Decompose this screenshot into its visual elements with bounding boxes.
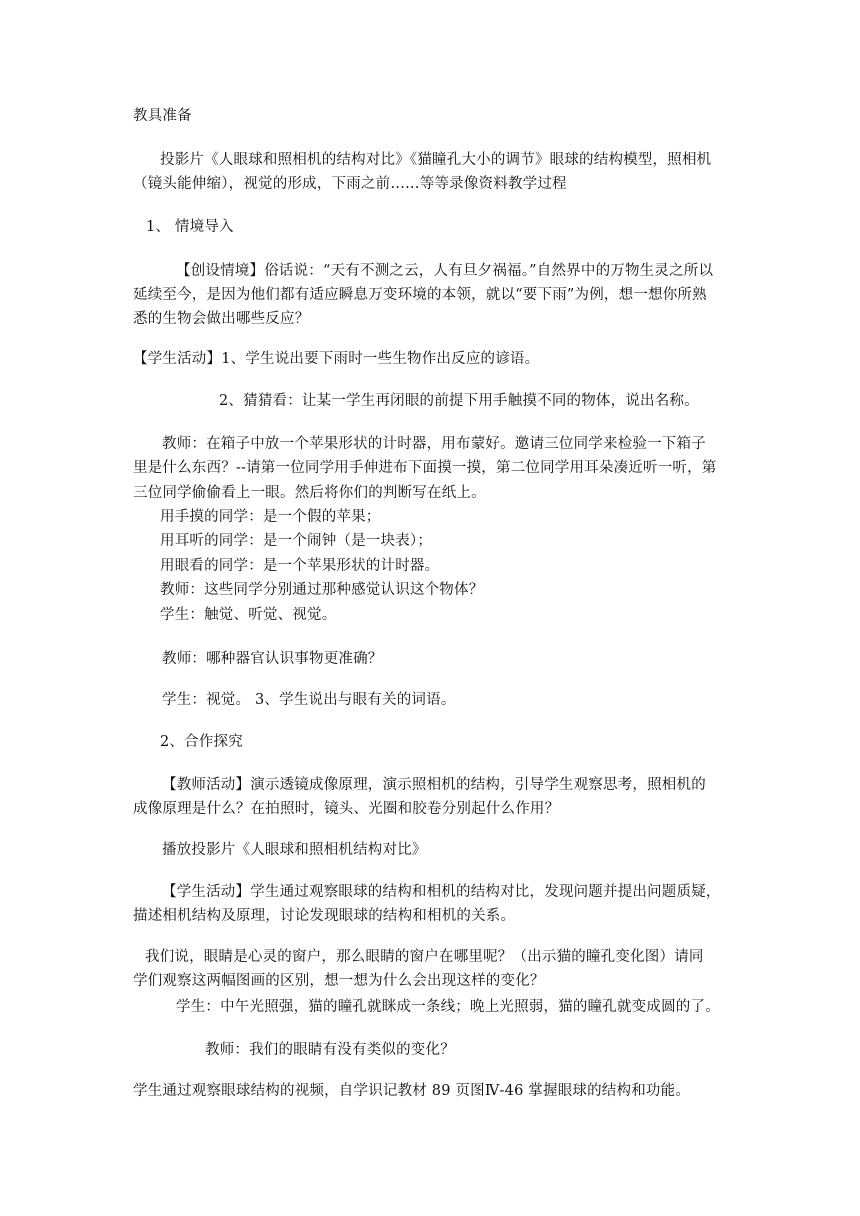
paragraph-materials-line-2: （镜头能伸缩），视觉的形成，下雨之前……等等录像资料教学过程	[133, 176, 567, 192]
answer-sight: 用眼看的同学：是一个苹果形状的计时器。	[160, 558, 440, 574]
paragraph-materials-line-1: 投影片《人眼球和照相机的结构对比》《猫瞳孔大小的调节》眼球的结构模型，照相机	[160, 152, 712, 168]
paragraph-student-activity-line-1: 【学生活动】学生通过观察眼球的结构和相机的结构对比，发现问题并提出问题质疑，	[162, 884, 721, 900]
slide-playback: 播放投影片《人眼球和照相机结构对比》	[162, 842, 427, 858]
student-answer-senses: 学生：触觉、听觉、视觉。	[160, 607, 337, 623]
teacher-question-organ: 教师：哪种器官认识事物更准确？	[162, 651, 383, 667]
paragraph-teacher-activity-line-1: 【教师活动】演示透镜成像原理，演示照相机的结构，引导学生观察思考，照相机的	[162, 777, 706, 793]
paragraph-eye-window-line-2: 学们观察这两幅图画的区别，想一想为什么会出现这样的变化？	[133, 973, 545, 989]
heading-tools: 教具准备	[133, 108, 192, 124]
paragraph-teacher-box-line-2: 里是什么东西？--请第一位同学用手伸进布下面摸一摸，第二位同学用耳朵凑近听一听，第	[133, 460, 717, 476]
paragraph-situation-line-2: 延续至今，是因为他们都有适应瞬息万变环境的本领，就以“要下雨”为例，想一想你所熟	[133, 287, 707, 303]
section-1-heading: 1、 情境导入	[146, 219, 234, 235]
paragraph-teacher-box-line-1: 教师：在箱子中放一个苹果形状的计时器，用布蒙好。邀请三位同学来检验一下箱子	[162, 436, 706, 452]
section-2-heading: 2、合作探究	[160, 734, 243, 750]
paragraph-eye-window-line-1: 我们说，眼睛是心灵的窗户，那么眼睛的窗户在哪里呢？（出示猫的瞳孔变化图）请同	[145, 949, 704, 965]
student-answer-cat-pupil: 学生：中午光照强，猫的瞳孔就眯成一条线；晚上光照弱，猫的瞳孔就变成圆的了。	[176, 999, 720, 1015]
student-activity-2: 2、猜猜看：让某一学生再闭眼的前提下用手触摸不同的物体，说出名称。	[219, 393, 699, 409]
paragraph-situation-line-1: 【创设情境】俗话说：“天有不测之云，人有旦夕祸福。”自然界中的万物生灵之所以	[176, 263, 714, 279]
paragraph-teacher-activity-line-2: 成像原理是什么？在拍照时，镜头、光圈和胶卷分别起什么作用？	[133, 801, 560, 817]
paragraph-situation-line-3: 悉的生物会做出哪些反应？	[133, 311, 310, 327]
answer-hearing: 用耳听的同学：是一个闹钟（是一块表）；	[160, 533, 433, 549]
paragraph-video-study: 学生通过观察眼球结构的视频，自学识记教材 89 页图Ⅳ-46 掌握眼球的结构和功能。	[133, 1083, 691, 1099]
answer-touch: 用手摸的同学：是一个假的苹果；	[160, 509, 381, 525]
teacher-question-senses: 教师：这些同学分别通过那种感觉认识这个物体？	[160, 582, 484, 598]
student-activity-1: 【学生活动】1、学生说出要下雨时一些生物作出反应的谚语。	[133, 351, 540, 367]
paragraph-teacher-box-line-3: 三位同学偷偷看上一眼。然后将你们的判断写在纸上。	[133, 485, 486, 501]
paragraph-student-activity-line-2: 描述相机结构及原理，讨论发现眼球的结构和相机的关系。	[133, 908, 516, 924]
student-answer-vision: 学生：视觉。 3、学生说出与眼有关的词语。	[162, 692, 456, 708]
teacher-question-eye-change: 教师：我们的眼睛有没有类似的变化？	[205, 1042, 455, 1058]
